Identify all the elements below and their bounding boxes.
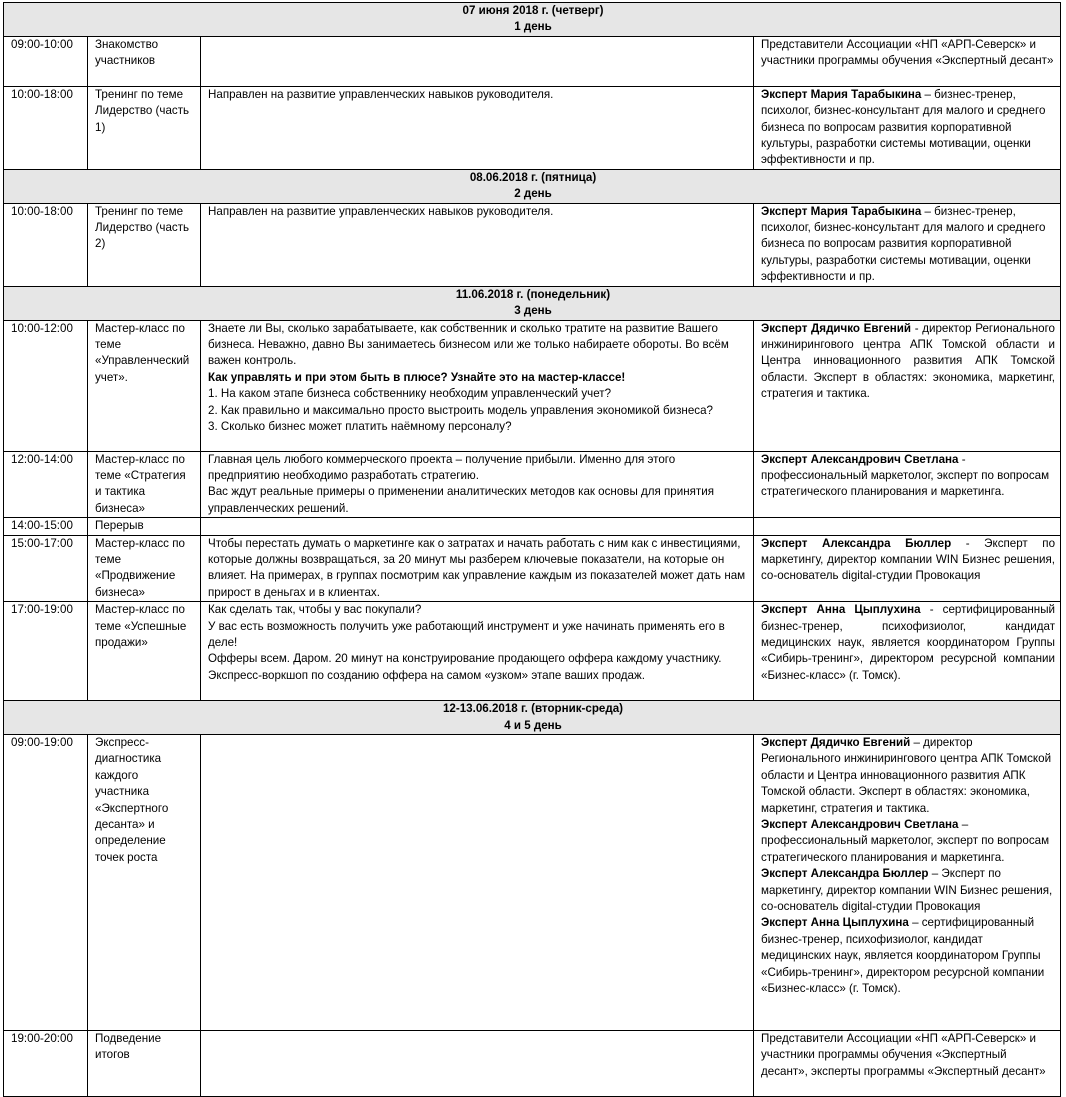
description-paragraph: Знаете ли Вы, сколько зарабатываете, как собственник и сколько тратите на развитие Вашего бизнеса. Неважно, давно Вы занимаетесь бизнесом или же только набираете обороты. Во всём важен контроль. [208,321,729,368]
table-row [4,734,1061,1030]
day-header [4,286,1061,320]
description-cell [201,451,754,518]
description-paragraph: Экспресс-воркшоп по созданию оффера на самом «узком» этапе ваших продаж. [208,668,645,682]
day-header [4,169,1061,203]
day-header [4,701,1061,735]
time-cell: 14:00-15:00 [4,518,88,535]
day-date: 08.06.2018 г. (пятница) [469,170,597,184]
description-cell [201,320,754,451]
time-cell: 17:00-19:00 [4,602,88,701]
expert-name: Эксперт Александра Бюллер [761,536,952,550]
description-paragraph: Главная цель любого коммерческого проекта – получение прибыли. Именно для этого предприятию необходимо разработать стратегию. [208,452,676,482]
day-header-cell [4,701,1061,735]
expert-entry [761,915,1055,997]
topic-cell: Мастер-класс по теме «Стратегия и тактика бизнеса» [88,451,201,518]
question-item: 2. Как правильно и максимально просто выстроить модель управления экономикой бизнеса? [208,403,713,417]
expert-name: Эксперт Анна Цыплухина [761,916,909,930]
expert-cell [754,320,1061,451]
expert-cell [754,602,1061,701]
topic-cell: Знакомство участников [88,36,201,86]
description-heading [208,370,748,386]
day-date: 12-13.06.2018 г. (вторник-среда) [442,702,624,716]
expert-name: Эксперт Дядичко Евгений [761,735,911,749]
expert-cell [754,86,1061,169]
table-row [4,602,1061,701]
day-label: 3 день [514,304,552,318]
day-label: 4 и 5 день [504,718,562,732]
expert-name: Эксперт Александра Бюллер [761,867,929,881]
description-cell: Направлен на развитие управленческих навыков руководителя. [201,203,754,286]
expert-cell [754,203,1061,286]
day-header [4,3,1061,37]
question-item: 3. Сколько бизнес может платить наёмному персоналу? [208,419,512,433]
expert-cell: Представители Ассоциации «НП «АРП-Северск» и участники программы обучения «Экспертный десант», эксперты программы «Экспертный десант» [754,1030,1061,1096]
expert-description: - директор Регионального инжинирингового центра АПК Томской области и Центра инновационного развития АПК Томской области. Эксперт в областях: экономика, маркетинг, стратегия и тактика. [761,321,1056,401]
time-cell: 19:00-20:00 [4,1030,88,1096]
topic-cell: Мастер-класс по теме «Успешные продажи» [88,602,201,701]
expert-entry [761,735,1055,817]
table-row [4,1030,1061,1096]
description-cell [201,1030,754,1096]
expert-name: Эксперт Анна Цыплухина [761,603,921,617]
day-label: 2 день [514,187,552,201]
expert-cell [754,451,1061,518]
expert-name: Эксперт Александрович Светлана [761,452,959,466]
topic-cell: Перерыв [88,518,201,535]
description-cell [201,518,754,535]
description-cell [201,602,754,701]
description-cell [201,36,754,86]
expert-name: Эксперт Дядичко Евгений [761,321,912,335]
table-row [4,203,1061,286]
time-cell: 10:00-18:00 [4,203,88,286]
topic-cell: Мастер-класс по теме «Управленческий учет». [88,320,201,451]
expert-cell [754,518,1061,535]
expert-description: – бизнес-тренер, психолог, бизнес-консультант для малого и среднего бизнеса по вопросам развития корпоративной культуры, разработки системы мотивации, оценки эффективности и пр. [761,204,1046,284]
description-heading-text: Как управлять и при этом быть в плюсе? Узнайте это на мастер-классе! [208,370,626,384]
day-header-cell [4,169,1061,203]
expert-description: - Эксперт по маркетингу, директор компании WIN Бизнес решения, со-основатель digital-студии Провокация [761,536,1056,583]
expert-description: – Эксперт по маркетингу, директор компании WIN Бизнес решения, со-основатель digital-студии Провокация [761,867,1053,914]
expert-name: Эксперт Мария Тарабыкина [761,87,922,101]
day-date: 07 июня 2018 г. (четверг) [462,4,604,17]
expert-entry [761,817,1055,866]
time-cell: 12:00-14:00 [4,451,88,518]
table-row [4,451,1061,518]
description-paragraph: Вас ждут реальные примеры о применении аналитических методов как основы для принятия управленческих решений. [208,485,714,515]
expert-cell: Представители Ассоциации «НП «АРП-Северск» и участники программы обучения «Экспертный десант» [754,36,1061,86]
day-label: 1 день [514,20,552,34]
schedule-table [3,2,1061,1097]
table-row [4,86,1061,169]
topic-cell: Подведение итогов [88,1030,201,1096]
expert-description: - профессиональный маркетолог, эксперт по вопросам стратегического планирования и маркетинга. [761,452,1050,499]
expert-name: Эксперт Александрович Светлана [761,818,959,831]
description-paragraph: Как сделать так, чтобы у вас покупали? [208,603,422,617]
time-cell: 15:00-17:00 [4,535,88,602]
time-cell: 09:00-10:00 [4,36,88,86]
expert-description: – сертифицированный бизнес-тренер, психофизиолог, кандидат медицинских наук, является координатором Группы «Сибирь-тренинг», директором ресурсной компании «Бизнес-класс» (г. Томск). [761,916,1045,996]
topic-cell: Тренинг по теме Лидерство (часть 1) [88,86,201,169]
table-row [4,535,1061,602]
day-header-cell [4,286,1061,320]
topic-cell: Экспресс-диагностика каждого участника «Экспертного десанта» и определение точек роста [88,734,201,1030]
table-row [4,36,1061,86]
expert-description: - сертифицированный бизнес-тренер, психофизиолог, кандидат медицинских наук, является координатором Группы «Сибирь-тренинг», директором ресурсной компании «Бизнес-класс» (г. Томск). [761,603,1056,682]
description-cell: Направлен на развитие управленческих навыков руководителя. [201,86,754,169]
expert-description: – профессиональный маркетолог, эксперт по вопросам стратегического планирования и маркетинга. [761,818,1050,864]
description-paragraph: У вас есть возможность получить уже работающий инструмент и уже начинать применять его в деле! [208,619,725,649]
description-paragraph: Офферы всем. Даром. 20 минут на конструирование продающего оффера каждому участнику. [208,652,722,666]
expert-cell [754,734,1061,1030]
day-header-cell [4,3,1061,37]
time-cell: 09:00-19:00 [4,734,88,1030]
topic-cell: Тренинг по теме Лидерство (часть 2) [88,203,201,286]
description-cell [201,734,754,1030]
expert-entry [761,866,1055,915]
question-item: 1. На каком этапе бизнеса собственнику необходим управленческий учет? [208,387,612,401]
description-cell: Чтобы перестать думать о маркетинге как о затратах и начать работать с ним как с инвестициями, которые должны возвращаться, за 20 минут мы разберем ключевые показатели, на которые он влияет. На примерах, в группах посмотрим как управление каждым из показателей может дать нам прирост в деньгах и в клиентах. [201,535,754,602]
expert-description: – бизнес-тренер, психолог, бизнес-консультант для малого и среднего бизнеса по вопросам развития корпоративной культуры, разработки системы мотивации, оценки эффективности и пр. [761,87,1046,167]
time-cell: 10:00-18:00 [4,86,88,169]
table-row [4,320,1061,451]
time-cell: 10:00-12:00 [4,320,88,451]
expert-name: Эксперт Мария Тарабыкина [761,204,922,218]
expert-cell [754,535,1061,602]
table-row [4,518,1061,535]
topic-cell: Мастер-класс по теме «Продвижение бизнеса» [88,535,201,602]
expert-description: – директор Регионального инжинирингового центра АПК Томской области и Центра инновационного развития АПК Томской области. Эксперт в областях: экономика, маркетинг, стратегия и тактика. [761,735,1052,815]
day-date: 11.06.2018 г. (понедельник) [455,287,611,301]
